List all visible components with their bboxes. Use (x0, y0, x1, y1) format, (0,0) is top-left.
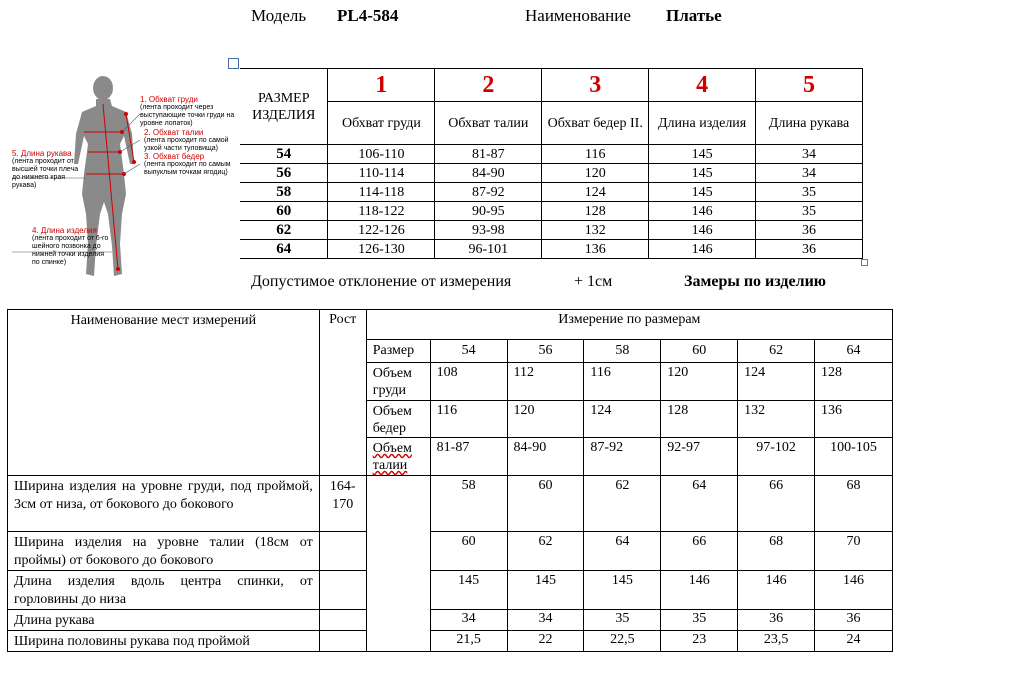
table-row: Ширина половины рукава под проймой 21,5 22 22,5 23 23,5 24 (8, 631, 893, 652)
blank-size-column (366, 476, 430, 652)
table-row: Длина рукава 34 34 35 35 36 36 (8, 610, 893, 631)
col-sleeve: Длина рукава (756, 102, 863, 145)
col-number-2: 2 (435, 69, 542, 102)
height-value: 164-170 (319, 476, 366, 532)
chest-note: (лента проходит через выступающие точки груди на уровне лопаток) (140, 104, 235, 127)
table-resize-handle (861, 259, 868, 266)
waist-label: 2. Обхват талии (144, 128, 204, 137)
table-row: 54 106-110 81-87 116 145 34 (240, 145, 863, 164)
waist-note: (лента проходит по самой узкой части туловища) (144, 137, 229, 152)
size-table (240, 68, 863, 259)
table-row: 64 126-130 96-101 136 146 36 (240, 240, 863, 259)
hips-label: 3. Обхват бедер (144, 152, 205, 161)
table-row: Длина изделия вдоль центра спинки, от горловины до низа 145 145 145 146 146 146 (8, 571, 893, 610)
hips-note: (лента проходит по самым выпуклым точкам ягодиц) (144, 161, 231, 176)
sleeve-note: (лента проходит от высшей точки плеча до нижнего края рукава) (12, 158, 79, 189)
table-row: Ширина изделия на уровне груди, под проймой, 3см от низа, от бокового до бокового 164-170 58 60 62 64 66 68 (8, 476, 893, 532)
sleeve-label: 5. Длина рукава (12, 149, 72, 158)
chest-volume-label: Объем груди (366, 363, 430, 401)
col-hips: Обхват бедер II. (542, 102, 649, 145)
col-number-5: 5 (756, 69, 863, 102)
table-row: 56 110-114 84-90 120 145 34 (240, 164, 863, 183)
name-header: Наименование мест измерений (8, 310, 320, 476)
table-anchor-icon (228, 58, 239, 69)
measurement-table: Наименование мест измерений Рост Измерение по размерам Размер 54 56 58 60 62 64 Объем груди 108 112 116 120 124 128 Объем бедер 116 120 124 128 132 136 Объем талии 81-87 84-90 87-92 92-97 97-102 100-105 Ширина изделия на уровне груди, под проймой, 3см от низа, от бокового до бокового 164-170 58 60 62 64 66 68 Ширина изделия на уровне талии (18см от проймы) от бокового до бокового 60 62 64 66 68 70 Длина изделия вдоль центра спинки, от горловины до низа 145 145 145 146 146 146 Длина рукава 34 34 35 35 36 36 Ширина половины рукава под проймой 21,5 22 22,5 23 23,5 24 (7, 309, 893, 652)
col-number-1: 1 (328, 69, 435, 102)
tolerance-value: + 1см (574, 273, 613, 290)
table-row: 62 122-126 93-98 132 146 36 (240, 221, 863, 240)
size-label: Размер (366, 340, 430, 363)
length-note: (лента проходит от 6-го шейного позвонка до нижней точки изделия по спинке) (32, 235, 109, 266)
name-value: Платье (666, 6, 722, 25)
chest-label: 1. Обхват груди (140, 95, 198, 104)
col-length: Длина изделия (649, 102, 756, 145)
model-value: PL4-584 (337, 6, 399, 25)
tolerance-text: Допустимое отклонение от измерения (251, 273, 512, 290)
length-label: 4. Длина изделия (32, 226, 97, 235)
col-number-4: 4 (649, 69, 756, 102)
size-corner: РАЗМЕР ИЗДЕЛИЯ (240, 69, 328, 145)
waist-volume-label: Объем талии (366, 438, 430, 476)
body-figure (8, 74, 233, 284)
name-label: Наименование (525, 6, 631, 25)
tolerance-note: Замеры по изделию (684, 273, 827, 290)
model-label: Модель (251, 6, 307, 25)
height-header: Рост (319, 310, 366, 476)
table-row: 58 114-118 87-92 124 145 35 (240, 183, 863, 202)
col-waist: Обхват талии (435, 102, 542, 145)
col-number-3: 3 (542, 69, 649, 102)
hips-volume-label: Объем бедер (366, 401, 430, 438)
table-row: 60 118-122 90-95 128 146 35 (240, 202, 863, 221)
measure-header: Измерение по размерам (366, 310, 892, 340)
col-chest: Обхват груди (328, 102, 435, 145)
table-row: Ширина изделия на уровне талии (18см от проймы) от бокового до бокового 60 62 64 66 68 70 (8, 532, 893, 571)
